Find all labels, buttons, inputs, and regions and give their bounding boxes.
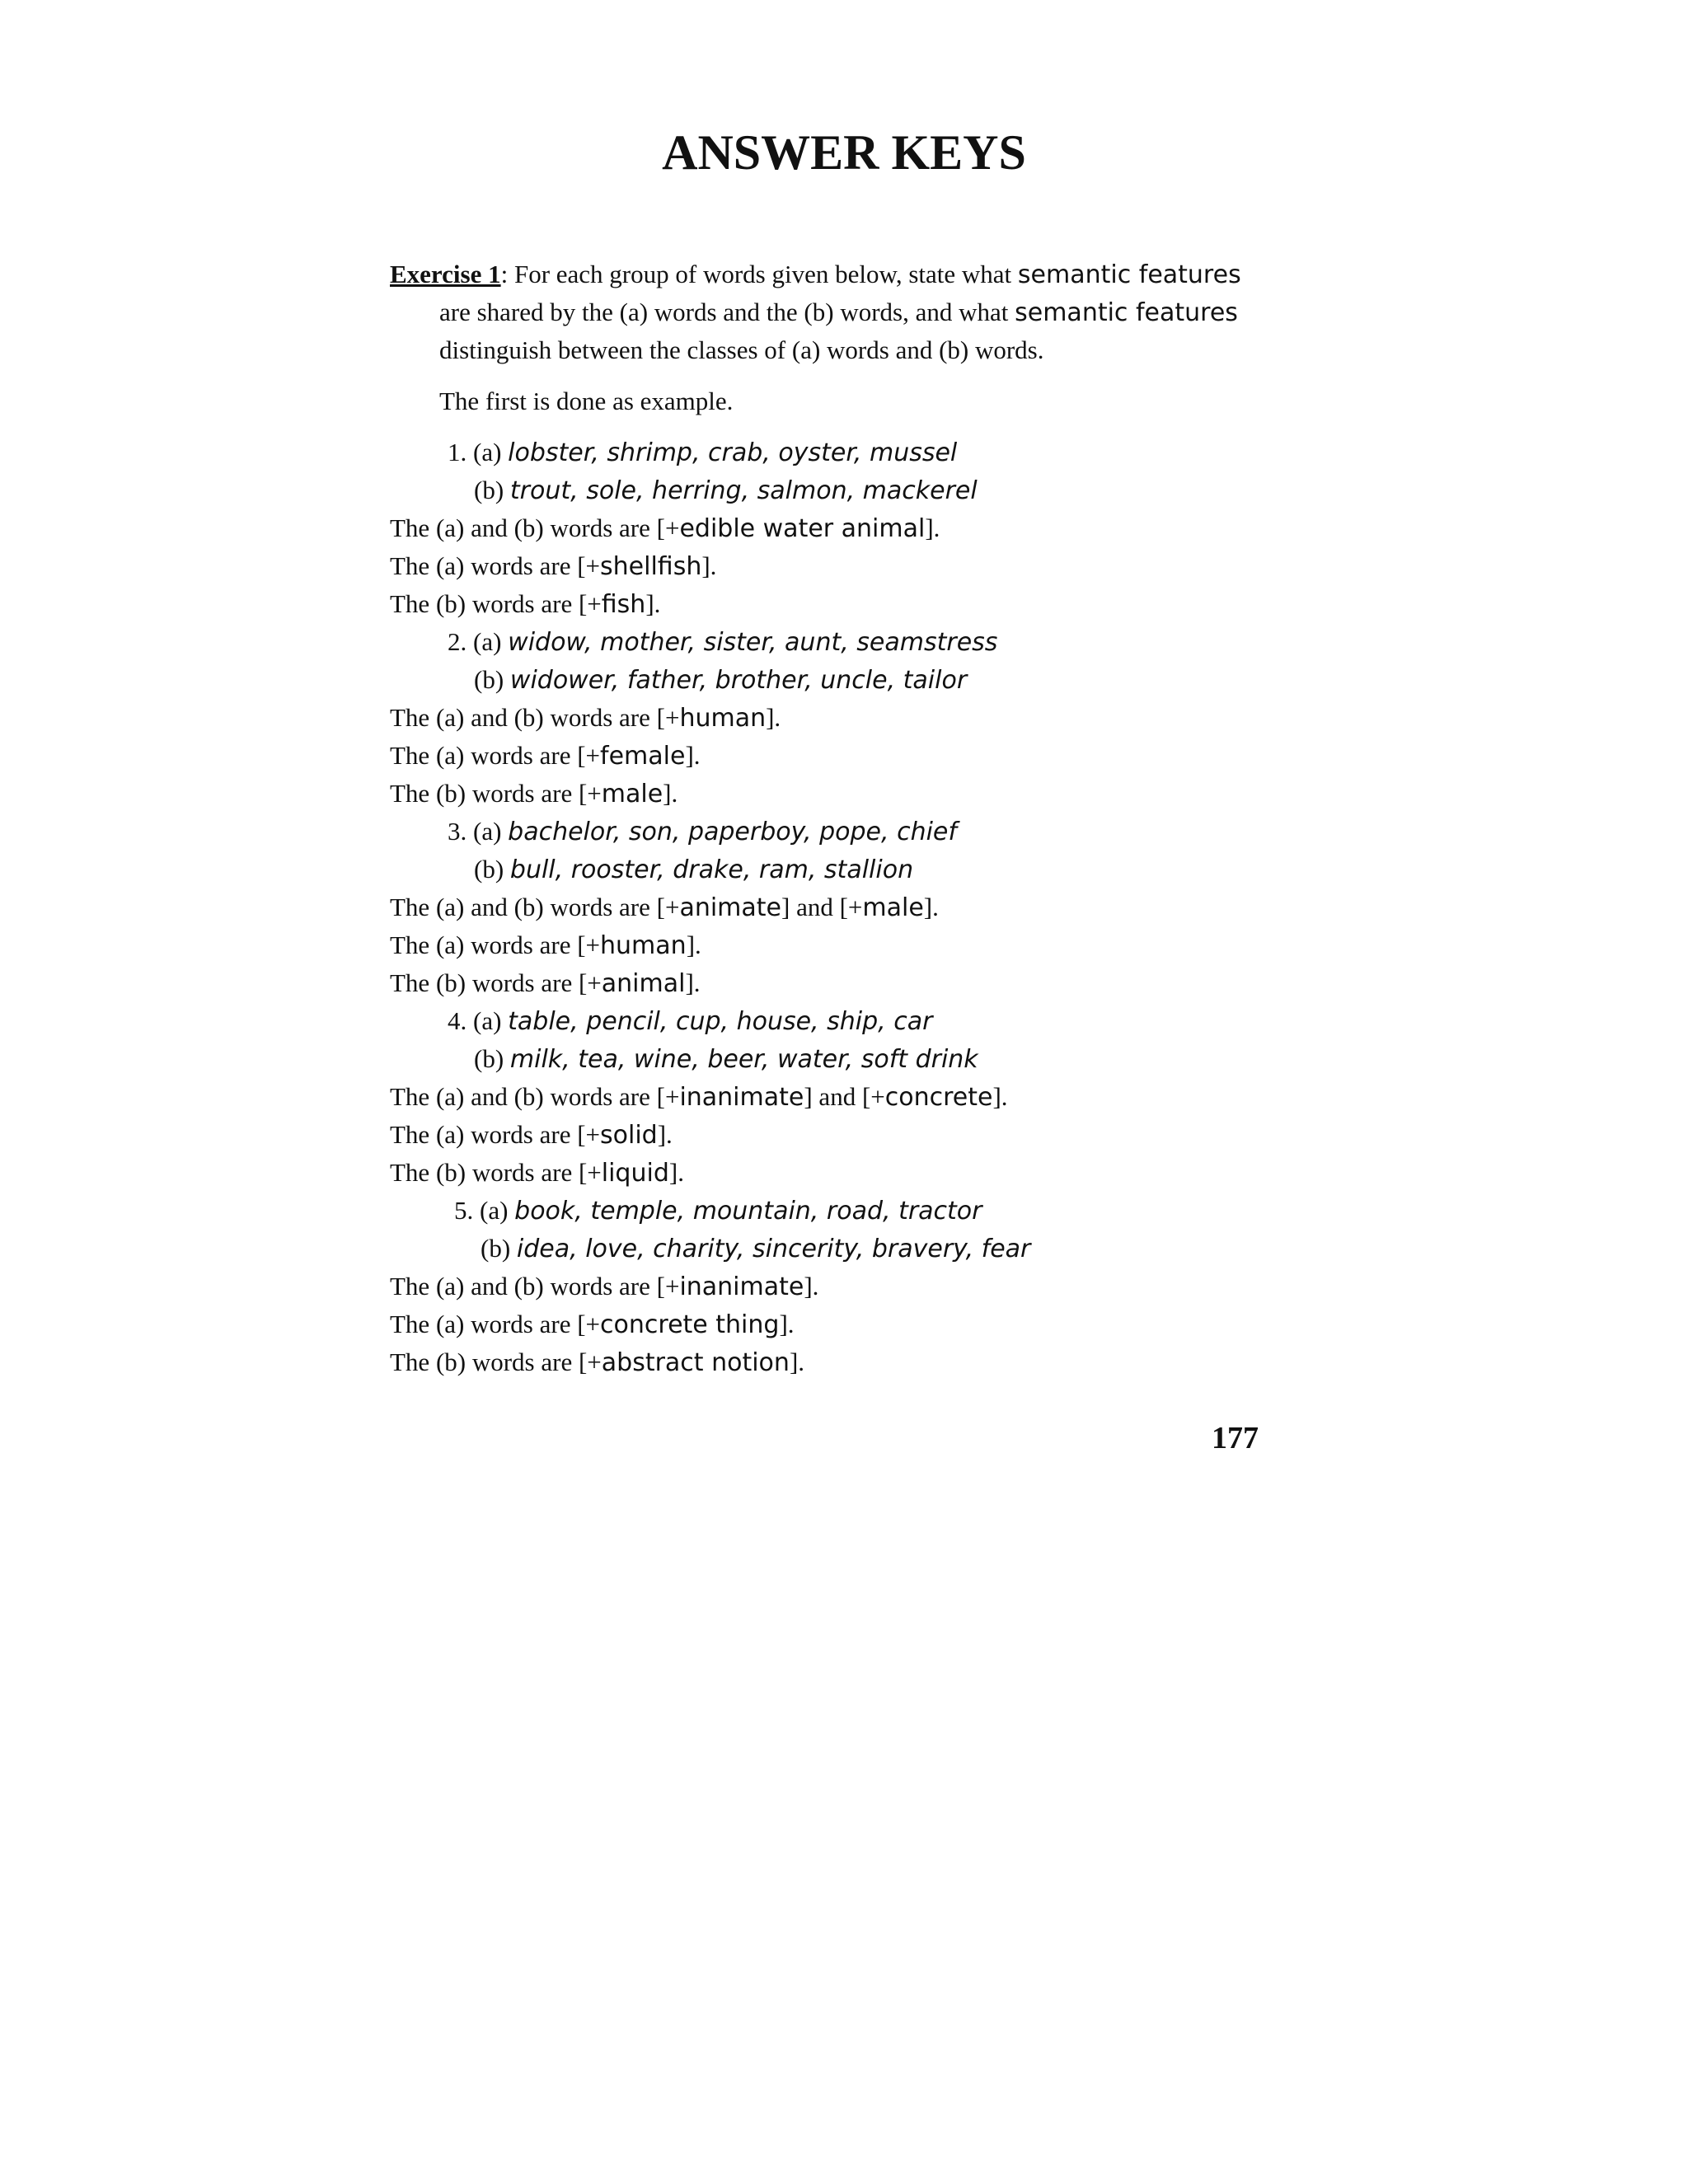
exercise-intro-1: For each group of words given below, state what (513, 260, 1018, 288)
group-3-b-line (474, 851, 913, 889)
answer-suffix: ]. (657, 1120, 673, 1149)
b-words: idea, love, charity, sincerity, bravery, fear (516, 1235, 1031, 1263)
group-2-b-answer (390, 775, 678, 813)
answer-prefix: The (a) words are [+ (390, 1120, 601, 1149)
answer-suffix: ]. (685, 741, 701, 770)
answer-suffix: ]. (925, 513, 940, 542)
answer-joiner: ] and [+ (781, 893, 863, 921)
answer-prefix: The (b) words are [+ (390, 779, 602, 808)
b-marker: (b) (474, 476, 510, 504)
group-5-b-answer (390, 1343, 804, 1382)
answer-prefix: The (a) words are [+ (390, 551, 601, 580)
group-number: 2. (448, 627, 467, 656)
answer-prefix: The (a) words are [+ (390, 1310, 601, 1338)
b-words: trout, sole, herring, salmon, mackerel (509, 476, 978, 505)
b-words: milk, tea, wine, beer, water, soft drink (509, 1045, 978, 1074)
b-words: widower, father, brother, uncle, tailor (509, 666, 968, 695)
group-number: 1. (448, 438, 467, 466)
a-words: book, temple, mountain, road, tractor (514, 1197, 982, 1226)
group-2-shared-answer (390, 699, 781, 738)
answer-prefix: The (b) words are [+ (390, 968, 602, 997)
answer-prefix: The (a) and (b) words are [+ (390, 513, 680, 542)
b-marker: (b) (474, 1044, 510, 1073)
a-marker: (a) (473, 627, 509, 656)
answer-suffix: ]. (668, 1158, 684, 1187)
group-1-b-line (474, 471, 978, 510)
a-marker: (a) (480, 1196, 515, 1225)
group-5-shared-answer (390, 1268, 818, 1306)
answer-prefix: The (a) and (b) words are [+ (390, 1082, 680, 1111)
answer-prefix: The (a) words are [+ (390, 741, 601, 770)
group-4-shared-answer (390, 1078, 1008, 1117)
group-4-a-line (448, 1002, 932, 1041)
b-marker: (b) (474, 665, 510, 694)
page-number: 177 (1212, 1421, 1259, 1455)
exercise-intro-line-2 (439, 293, 1238, 332)
answer-suffix: ]. (645, 589, 661, 618)
group-3-a-answer (390, 926, 701, 965)
group-5-b-line (481, 1230, 1030, 1268)
answer-feature: male (601, 780, 663, 808)
a-words: bachelor, son, paperboy, pope, chief (508, 818, 957, 846)
b-marker: (b) (481, 1234, 517, 1263)
page-title: ANSWER KEYS (662, 125, 1026, 180)
a-marker: (a) (473, 438, 509, 466)
answer-feature: concrete thing (600, 1310, 780, 1339)
answer-suffix: ]. (686, 930, 701, 959)
group-5-a-answer (390, 1305, 795, 1344)
answer-feature: human (679, 704, 767, 733)
answer-suffix: ]. (992, 1082, 1008, 1111)
group-3-shared-answer (390, 888, 939, 927)
exercise-heading-line (390, 255, 1241, 294)
answer-prefix: The (a) and (b) words are [+ (390, 893, 680, 921)
group-4-a-answer (390, 1116, 673, 1155)
answer-suffix: ]. (663, 779, 678, 808)
group-number: 5. (454, 1196, 474, 1225)
answer-suffix: ]. (685, 968, 701, 997)
a-words: table, pencil, cup, house, ship, car (508, 1007, 933, 1036)
group-5-a-line (454, 1192, 982, 1230)
exercise-term-2: semantic features (1015, 298, 1238, 327)
group-1-a-answer (390, 547, 716, 586)
answer-prefix: The (a) words are [+ (390, 930, 601, 959)
answer-prefix: The (b) words are [+ (390, 1158, 602, 1187)
answer-feature: fish (601, 590, 646, 619)
a-marker: (a) (473, 817, 509, 846)
b-words: bull, rooster, drake, ram, stallion (509, 855, 914, 884)
group-number: 3. (448, 817, 467, 846)
exercise-label: Exercise 1 (390, 260, 501, 288)
group-4-b-answer (390, 1154, 684, 1193)
group-2-a-line (448, 623, 997, 662)
answer-feature: animal (601, 969, 686, 998)
exercise-intro-3: distinguish between the classes of (a) words and (b) words. (439, 335, 1044, 364)
group-1-a-line (448, 434, 957, 472)
answer-feature: animate (679, 893, 781, 922)
answer-suffix: ]. (789, 1347, 805, 1376)
answer-feature: female (600, 742, 686, 771)
answer-suffix: ]. (804, 1272, 819, 1301)
example-note: The first is done as example. (439, 387, 734, 415)
answer-feature: inanimate (679, 1272, 804, 1301)
answer-suffix: ]. (779, 1310, 795, 1338)
a-marker: (a) (473, 1006, 509, 1035)
answer-suffix: ]. (923, 893, 939, 921)
answer-feature: inanimate (679, 1083, 804, 1112)
exercise-term-1: semantic features (1017, 260, 1241, 289)
group-2-a-answer (390, 737, 701, 776)
group-1-b-answer (390, 585, 660, 624)
answer-feature: human (600, 931, 687, 960)
answer-feature: concrete (884, 1083, 993, 1112)
exercise-intro-2: are shared by the (a) words and the (b) words, and what (439, 298, 1015, 326)
answer-feature: abstract notion (601, 1348, 790, 1377)
answer-feature: solid (600, 1121, 658, 1150)
exercise-label-sep: : (500, 260, 514, 288)
group-3-a-line (448, 813, 957, 851)
group-4-b-line (474, 1040, 978, 1079)
answer-suffix: ]. (701, 551, 717, 580)
answer-feature: liquid (601, 1159, 669, 1188)
answer-feature: male (862, 893, 924, 922)
a-words: widow, mother, sister, aunt, seamstress (508, 628, 998, 657)
answer-prefix: The (a) and (b) words are [+ (390, 1272, 680, 1301)
exercise-intro-line-3 (439, 331, 1044, 369)
group-3-b-answer (390, 964, 701, 1003)
answer-prefix: The (b) words are [+ (390, 1347, 602, 1376)
answer-suffix: ]. (766, 703, 781, 732)
answer-feature: edible water animal (679, 514, 926, 543)
answer-feature: shellfish (600, 552, 702, 581)
a-words: lobster, shrimp, crab, oyster, mussel (508, 438, 958, 467)
answer-joiner: ] and [+ (804, 1082, 885, 1111)
answer-prefix: The (b) words are [+ (390, 589, 602, 618)
group-2-b-line (474, 661, 967, 700)
answer-prefix: The (a) and (b) words are [+ (390, 703, 680, 732)
b-marker: (b) (474, 855, 510, 883)
group-1-shared-answer (390, 509, 940, 548)
group-number: 4. (448, 1006, 467, 1035)
